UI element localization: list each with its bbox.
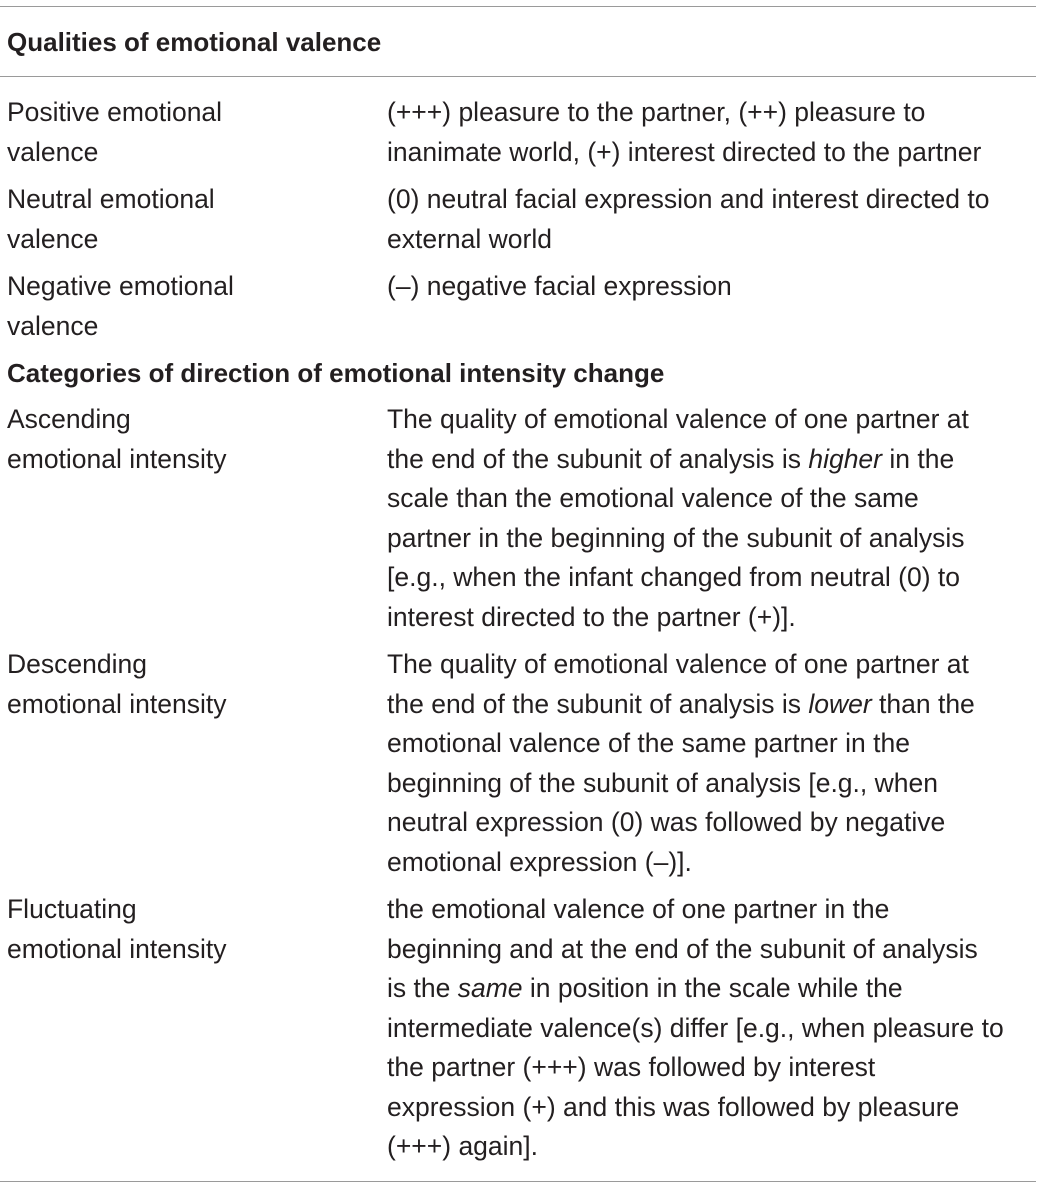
- description-text: neutral expression (0) was followed by negative: [387, 807, 946, 837]
- row-description: [387, 93, 1037, 172]
- description-line: [387, 890, 1037, 930]
- description-text: (0) neutral facial expression and interest directed to: [387, 184, 990, 214]
- description-line: [387, 930, 1037, 970]
- description-text: [e.g., when the infant changed from neutral (0) to: [387, 562, 961, 592]
- description-line: [387, 519, 1037, 559]
- row-description: [387, 267, 1037, 307]
- row-label: [7, 180, 367, 259]
- description-text: the emotional valence of one partner in the: [387, 894, 890, 924]
- description-line: [387, 685, 1037, 725]
- label-line: Positive emotional: [7, 97, 223, 127]
- description-text: intermediate valence(s) differ [e.g., when pleasure to: [387, 1012, 1004, 1043]
- description-text: than the: [871, 688, 975, 719]
- description-text: the partner (+++) was followed by interest: [387, 1052, 876, 1082]
- label-line: valence: [7, 136, 99, 167]
- description-line: [387, 969, 1037, 1009]
- description-line: [387, 440, 1037, 480]
- top-rule: [0, 6, 1036, 7]
- description-text: (–) negative facial expression: [387, 271, 732, 301]
- row-label: [7, 267, 367, 346]
- description-line: [387, 598, 1037, 638]
- description-line: [387, 220, 1037, 260]
- description-text: interest directed to the partner (+)].: [387, 601, 796, 632]
- emphasis-text: higher: [808, 443, 882, 474]
- label-line: valence: [7, 310, 99, 341]
- description-text: scale than the emotional valence of the same: [387, 483, 919, 513]
- label-line: Ascending: [7, 404, 131, 434]
- emphasis-text: lower: [808, 688, 872, 719]
- description-line: [387, 400, 1037, 440]
- description-text: inanimate world, (+) interest directed to the partner: [387, 136, 982, 167]
- label-line: emotional intensity: [7, 933, 227, 964]
- description-line: [387, 1127, 1037, 1167]
- description-text: beginning of the subunit of analysis [e.g., when: [387, 767, 938, 798]
- description-text: in the: [882, 443, 955, 474]
- row-description: [387, 645, 1037, 882]
- description-text: the end of the subunit of analysis is: [387, 688, 809, 719]
- description-line: [387, 93, 1037, 133]
- label-line: emotional intensity: [7, 443, 227, 474]
- label-line: Fluctuating: [7, 894, 137, 924]
- row-label: [7, 890, 367, 969]
- description-line: [387, 267, 1037, 307]
- emphasis-text: same: [457, 973, 523, 1003]
- description-line: [387, 133, 1037, 173]
- description-line: [387, 1088, 1037, 1128]
- section-heading-direction: Categories of direction of emotional intensity change: [7, 358, 665, 388]
- description-text: expression (+) and this was followed by pleasure: [387, 1091, 960, 1122]
- description-line: [387, 843, 1037, 883]
- row-label: [7, 400, 367, 479]
- row-label: [7, 645, 367, 724]
- description-line: [387, 1048, 1037, 1088]
- description-text: the end of the subunit of analysis is: [387, 443, 809, 474]
- label-line: Descending: [7, 649, 147, 679]
- description-line: [387, 645, 1037, 685]
- description-line: [387, 479, 1037, 519]
- row-description: [387, 890, 1037, 1167]
- header-rule: [0, 76, 1036, 77]
- description-text: emotional valence of the same partner in the: [387, 728, 910, 758]
- row-description: [387, 400, 1037, 637]
- description-text: The quality of emotional valence of one partner at: [387, 649, 969, 679]
- description-text: is the: [387, 973, 458, 1003]
- description-line: [387, 803, 1037, 843]
- bottom-rule: [0, 1181, 1036, 1182]
- row-description: [387, 180, 1037, 259]
- description-text: (+++) pleasure to the partner, (++) pleasure to: [387, 97, 926, 127]
- description-text: in position in the scale while the: [522, 973, 903, 1003]
- description-line: [387, 724, 1037, 764]
- description-text: emotional expression (–)].: [387, 846, 692, 877]
- description-text: (+++) again].: [387, 1131, 539, 1161]
- description-line: [387, 764, 1037, 804]
- row-label: [7, 93, 367, 172]
- label-line: Neutral emotional: [7, 184, 215, 214]
- description-text: partner in the beginning of the subunit of analysis: [387, 522, 965, 553]
- description-line: [387, 180, 1037, 220]
- description-line: [387, 1009, 1037, 1049]
- description-text: The quality of emotional valence of one partner at: [387, 404, 969, 434]
- description-line: [387, 558, 1037, 598]
- label-line: emotional intensity: [7, 688, 227, 719]
- section-heading-valence: Qualities of emotional valence: [7, 27, 382, 57]
- description-text: external world: [387, 223, 552, 254]
- label-line: valence: [7, 223, 99, 254]
- label-line: Negative emotional: [7, 271, 234, 301]
- description-text: beginning and at the end of the subunit of analysis: [387, 933, 978, 964]
